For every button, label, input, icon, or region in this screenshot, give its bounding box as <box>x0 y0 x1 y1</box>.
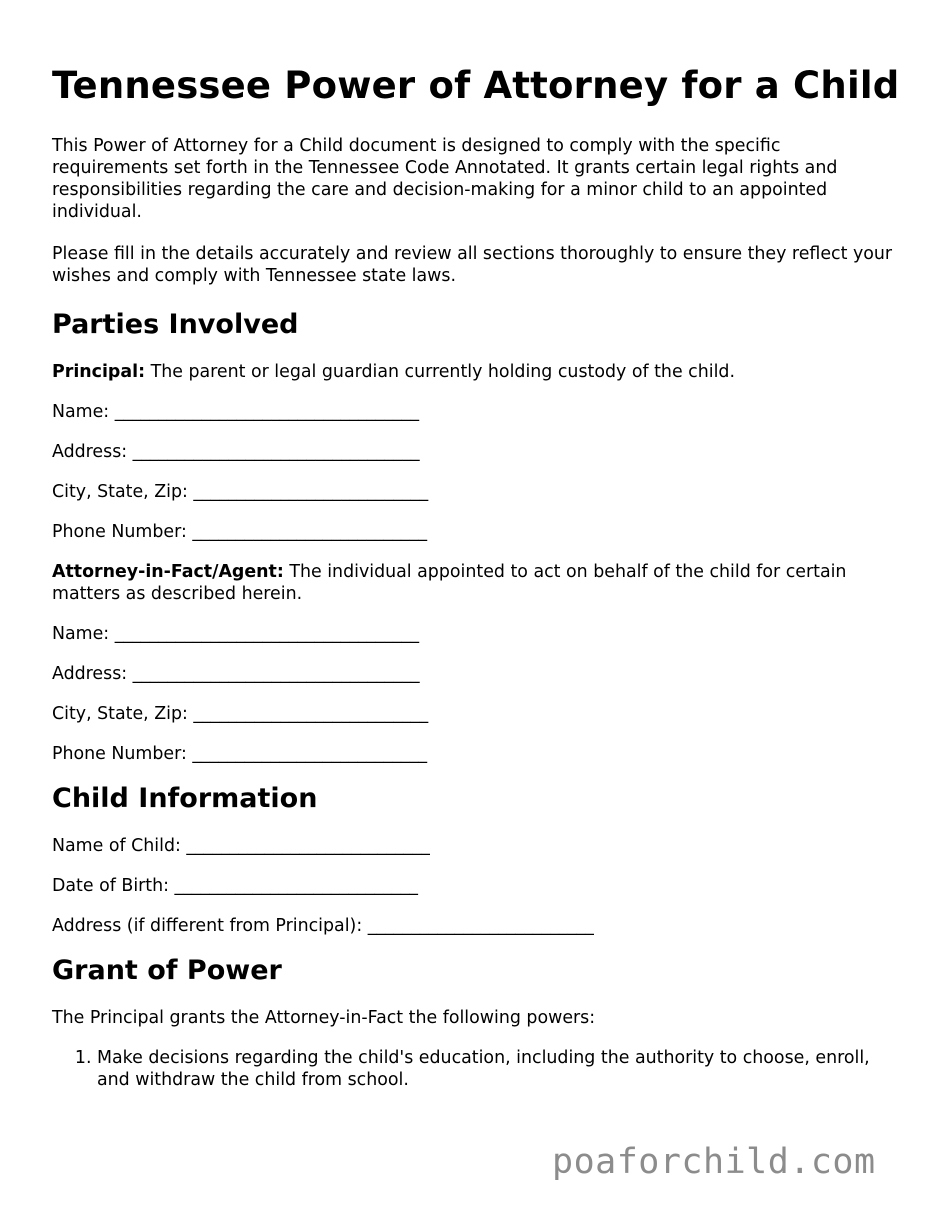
grant-intro: The Principal grants the Attorney-in-Fact the following powers: <box>52 1008 596 1028</box>
principal-label: Principal: <box>52 362 146 382</box>
agent-label: Attorney-in-Fact/Agent: <box>52 562 284 582</box>
list-item: 1. Make decisions regarding the child's education, including the authority to choose, enroll, and withdraw the child from school. <box>97 1047 902 1091</box>
agent-address-field[interactable]: Address: _________________________________ <box>52 664 420 684</box>
section-heading-parties: Parties Involved <box>52 309 299 340</box>
principal-address-field[interactable]: Address: _________________________________ <box>52 442 420 462</box>
child-dob-field[interactable]: Date of Birth: ____________________________ <box>52 876 418 896</box>
section-heading-grant: Grant of Power <box>52 955 282 986</box>
watermark-text: poaforchild.com <box>552 1142 876 1182</box>
agent-desc: The individual appointed to act on behalf of the child for certain matters as described herein. <box>52 562 847 604</box>
intro-paragraph-1: This Power of Attorney for a Child document is designed to comply with the specific requirements set forth in the Tennessee Code Annotated. It grants certain legal rights and responsibilities regarding the care and decision-making for a minor child to an appointed individual. <box>52 136 838 222</box>
agent-city-state-zip-field[interactable]: City, State, Zip: ___________________________ <box>52 704 429 724</box>
principal-city-state-zip-field[interactable]: City, State, Zip: ___________________________ <box>52 482 429 502</box>
document-page <box>52 64 902 1091</box>
principal-phone-field[interactable]: Phone Number: ___________________________ <box>52 522 428 542</box>
principal-name-field[interactable]: Name: ___________________________________ <box>52 402 420 422</box>
agent-description <box>52 561 902 605</box>
agent-name-field[interactable]: Name: ___________________________________ <box>52 624 420 644</box>
child-address-field[interactable]: Address (if different from Principal): __________________________ <box>52 916 594 936</box>
principal-description <box>52 361 902 383</box>
agent-phone-field[interactable]: Phone Number: ___________________________ <box>52 744 428 764</box>
document-title: Tennessee Power of Attorney for a Child <box>52 64 900 107</box>
section-heading-child: Child Information <box>52 783 318 814</box>
principal-desc: The parent or legal guardian currently holding custody of the child. <box>145 362 735 382</box>
intro-paragraph-2: Please fill in the details accurately and review all sections thoroughly to ensure they reflect your wishes and comply with Tennessee state laws. <box>52 244 893 286</box>
grant-powers-list <box>52 1047 902 1091</box>
child-name-field[interactable]: Name of Child: ____________________________ <box>52 836 430 856</box>
